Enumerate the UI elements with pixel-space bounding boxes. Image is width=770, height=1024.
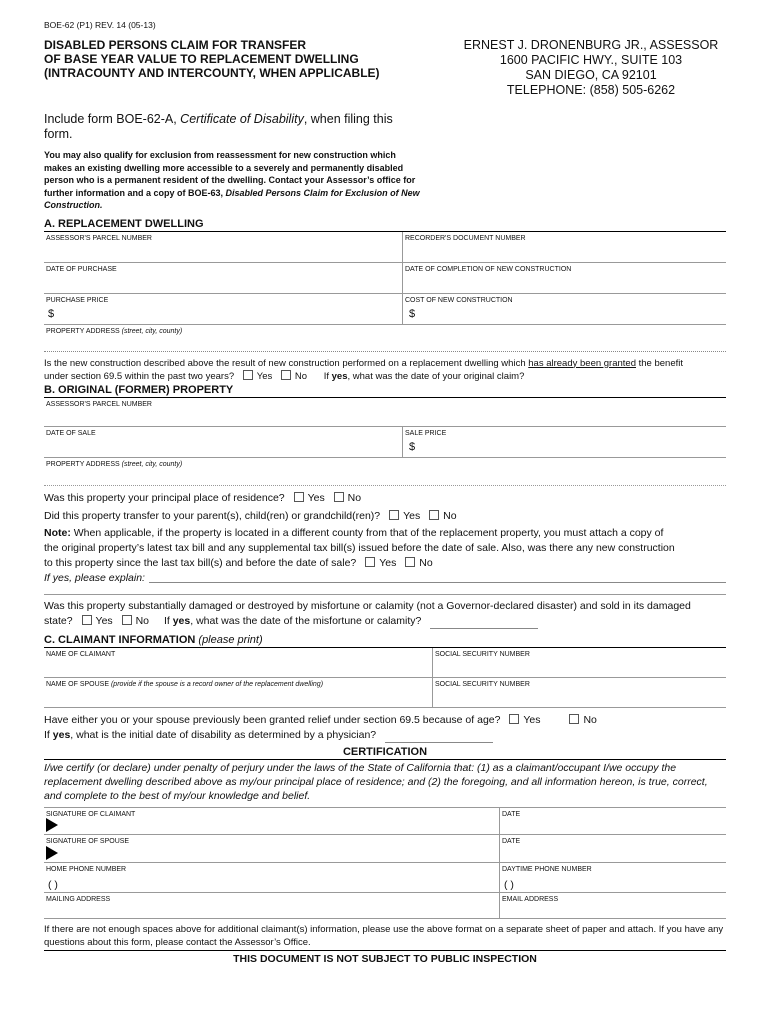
damaged-no-checkbox[interactable] xyxy=(122,615,132,625)
signature-arrow-icon xyxy=(46,818,58,832)
purchase-price-field[interactable]: PURCHASE PRICE $ xyxy=(46,296,109,320)
sale-price-field[interactable]: SALE PRICE $ xyxy=(402,427,726,457)
form-title: DISABLED PERSONS CLAIM FOR TRANSFER OF BASE YEAR VALUE TO REPLACEMENT DWELLING (INTRACOUNTY AND INTERCOUNTY, WHEN APPLICABLE) xyxy=(44,38,380,80)
residence-yes-checkbox[interactable] xyxy=(294,492,304,502)
residence-question: Was this property your principal place of residence? Yes No xyxy=(44,491,362,504)
new-construction-no-checkbox[interactable] xyxy=(281,370,291,380)
age-relief-question: Have either you or your spouse previously been granted relief under section 69.5 because of age? Yes No xyxy=(44,713,597,726)
damaged-question: Was this property substantially damaged or destroyed by misfortune or calamity (not a Governor-declared disaster) and sold in its damaged xyxy=(44,599,691,612)
sale-date-field[interactable]: DATE OF SALE xyxy=(46,429,96,437)
spouse-signature-date-field[interactable]: DATE xyxy=(499,835,726,862)
damaged-yes-checkbox[interactable] xyxy=(82,615,92,625)
transfer-yes-checkbox[interactable] xyxy=(389,510,399,520)
disability-date-input[interactable] xyxy=(385,742,493,743)
additional-claimants-note: If there are not enough spaces above for additional claimant(s) information, please use the above format on a separate sheet of paper and attach. If you have any questions about this form, please contact the Assessor’s Office. xyxy=(44,923,724,948)
original-parcel-field[interactable]: ASSESSOR'S PARCEL NUMBER xyxy=(46,400,152,408)
assessor-telephone: TELEPHONE: (858) 505-6262 xyxy=(506,83,676,97)
claimant-ssn-field[interactable]: SOCIAL SECURITY NUMBER xyxy=(432,648,726,677)
transfer-no-checkbox[interactable] xyxy=(429,510,439,520)
parcel-number-field[interactable]: ASSESSOR'S PARCEL NUMBER xyxy=(46,234,152,242)
explain-input[interactable] xyxy=(149,571,726,583)
new-construction-question: Is the new construction described above the result of new construction performed on a replacement dwelling which has already been granted the benefit xyxy=(44,357,684,369)
county-note: Note: When applicable, if the property is located in a different county from that of the replacement property, you must attach a copy of xyxy=(44,526,664,539)
new-construction-yes-checkbox[interactable] xyxy=(243,370,253,380)
residence-no-checkbox[interactable] xyxy=(334,492,344,502)
original-address-field[interactable]: PROPERTY ADDRESS (street, city, county) xyxy=(46,460,183,468)
form-number: BOE-62 (P1) REV. 14 (05-13) xyxy=(44,20,156,30)
disability-date-question: If yes, what is the initial date of disability as determined by a physician? xyxy=(44,728,726,743)
calamity-date-input[interactable] xyxy=(430,628,538,629)
spouse-ssn-field[interactable]: SOCIAL SECURITY NUMBER xyxy=(432,678,726,707)
assessor-city: SAN DIEGO, CA 92101 xyxy=(525,68,657,82)
recorder-document-field[interactable]: RECORDER'S DOCUMENT NUMBER xyxy=(402,232,726,262)
completion-date-field[interactable]: DATE OF COMPLETION OF NEW CONSTRUCTION xyxy=(402,263,726,293)
include-instruction: Include form BOE-62-A, Certificate of Disability, when filing this form. xyxy=(44,112,393,141)
claimant-name-field[interactable]: NAME OF CLAIMANT xyxy=(46,650,116,658)
certification-heading: CERTIFICATION xyxy=(44,746,726,760)
signature-arrow-icon xyxy=(46,846,58,860)
section-a-heading: A. REPLACEMENT DWELLING xyxy=(44,218,726,232)
mailing-address-field[interactable]: MAILING ADDRESS xyxy=(46,895,111,903)
transfer-question: Did this property transfer to your parent(s), child(ren) or grandchild(ren)? Yes No xyxy=(44,509,457,522)
section-c-heading: C. CLAIMANT INFORMATION (please print) xyxy=(44,634,726,648)
home-phone-field[interactable]: HOME PHONE NUMBER ( ) xyxy=(46,865,127,891)
exclusion-note: You may also qualify for exclusion from reassessment for new construction which makes an existing dwelling more accessible to a severely and permanently disabled person who is a permanent resident of the dwelling. Contact your Assessor’s office for further information and a copy of BOE-63, Disabled Persons Claim for Exclusion of New Construction. xyxy=(44,150,420,210)
new-construction-original-no-checkbox[interactable] xyxy=(405,557,415,567)
construction-cost-field[interactable]: COST OF NEW CONSTRUCTION $ xyxy=(402,294,726,324)
certification-text: I/we certify (or declare) under penalty of perjury under the laws of the State of California that: (1) as a claimant/occupant I/we occupy the replacement dwelling described above as my/our principal place of residence; and (2) the foregoing, and all information hereon, is true, correct, and complete to the best of my/our knowledge and belief. xyxy=(44,761,708,802)
spouse-signature-field[interactable]: SIGNATURE OF SPOUSE xyxy=(44,835,499,862)
age-relief-no-checkbox[interactable] xyxy=(569,714,579,724)
purchase-date-field[interactable]: DATE OF PURCHASE xyxy=(46,265,117,273)
replacement-address-field[interactable]: PROPERTY ADDRESS (street, city, county) xyxy=(46,327,183,335)
new-construction-original-yes-checkbox[interactable] xyxy=(365,557,375,567)
claimant-signature-field[interactable]: SIGNATURE OF CLAIMANT xyxy=(44,808,499,834)
claimant-signature-date-field[interactable]: DATE xyxy=(499,808,726,834)
public-inspection-notice: THIS DOCUMENT IS NOT SUBJECT TO PUBLIC INSPECTION xyxy=(44,950,726,965)
assessor-block xyxy=(456,38,726,98)
daytime-phone-field[interactable]: DAYTIME PHONE NUMBER ( ) xyxy=(499,863,726,892)
spouse-name-field[interactable]: NAME OF SPOUSE (provide if the spouse is a record owner of the replacement dwelling) xyxy=(46,680,324,688)
section-b-heading: B. ORIGINAL (FORMER) PROPERTY xyxy=(44,384,726,398)
age-relief-yes-checkbox[interactable] xyxy=(509,714,519,724)
assessor-name: ERNEST J. DRONENBURG JR., ASSESSOR xyxy=(463,38,719,52)
form-page: BOE-62 (P1) REV. 14 (05-13) DISABLED PERSONS CLAIM FOR TRANSFER OF BASE YEAR VALUE TO REPLACEMENT DWELLING (INTRACOUNTY AND INTERCOUNTY, WHEN APPLICABLE) ERNEST J. DRONENBURG JR., ASSESSOR 1600 PACIFIC HWY., SUITE 103 SAN DIEGO, CA 92101 TELEPHONE: (858) 505-6262 Include form BOE-62-A, Certificate of Disability, when filing this form. You may also qualify for exclusion from reassessment for new construction which makes an existing dwelling more accessible to a severely and permanently disabled person who is a permanent resident of the dwelling. Contact your Assessor’s office for further information and a copy of BOE-63, Disabled Persons Claim for Exclusion of New Construction. A. REPLACEMENT DWELLING ASSESSOR'S PARCEL NUMBER RECORDER'S DOCUMENT NUMBER DATE OF PURCHASE DATE OF COMPLETION OF NEW CONSTRUCTION PURCHASE PRICE $ COST OF NEW CONSTRUCTION $ PROPERTY ADDRESS (street, city, county) Is the new construction described above the result of new construction performed on a replacement dwelling which has already been granted the benefit under section 69.5 within the past two years? Yes No If yes, what was the date of your original claim? B. ORIGINAL (FORMER) PROPERTY ASSESSOR'S PARCEL NUMBER DATE OF SALE SALE PRICE $ PROPERTY ADDRESS (street, city, county) Was this property your principal place of residence? Yes No Did this property transfer to your parent(s), child(ren) or grandchild(ren)? Yes No Note: When applicable, if the property is located in a different county from that of the replacement property, you must attach a copy of the original property’s latest tax bill and any supplemental tax bill(s) issued before the date of sale. Also, was there any new construction to this property since the last tax bill(s) and before the date of sale? Yes No If yes, please explain: Was this property substantially damaged or destroyed by misfortune or calamity (not a Governor-declared disaster) and sold in its damaged state? Yes No If yes, what was the date of the misfortune or calamity? C. CLAIMANT INFORMATION (please print) NAME OF CLAIMANT SOCIAL SECURITY NUMBER NAME OF SPOUSE (provide if the spouse is a record owner of the replacement dwelling) SOCIAL SECURITY NUMBER Have either you or your spouse previously been granted relief under section 69.5 because of age? Yes No If yes, what is the initial date of disability as determined by a physician? CERTIFICATION I/we certify (or declare) under penalty of perjury under the laws of the State of California that: (1) as a claimant/occupant I/we occupy the replacement dwelling described above as my/our principal place of residence; and (2) the foregoing, and all information hereon, is true, correct, and complete to the best of my/our knowledge and belief. SIGNATURE OF CLAIMANT DATE SIGNATURE OF SPOUSE DATE HOME PHONE NUMBER ( ) DAYTIME PHONE NUMBER ( ) MAILING ADDRESS EMAIL ADDRESS If there are not enough spaces above for additional claimant(s) information, please use the above format on a separate sheet of paper and attach. If you have any questions about this form, please contact the Assessor’s Office. THIS DOCUMENT IS NOT SUBJECT TO PUBLIC INSPECTION xyxy=(44,20,726,965)
email-address-field[interactable]: EMAIL ADDRESS xyxy=(499,893,726,918)
assessor-address: 1600 PACIFIC HWY., SUITE 103 xyxy=(499,53,683,67)
